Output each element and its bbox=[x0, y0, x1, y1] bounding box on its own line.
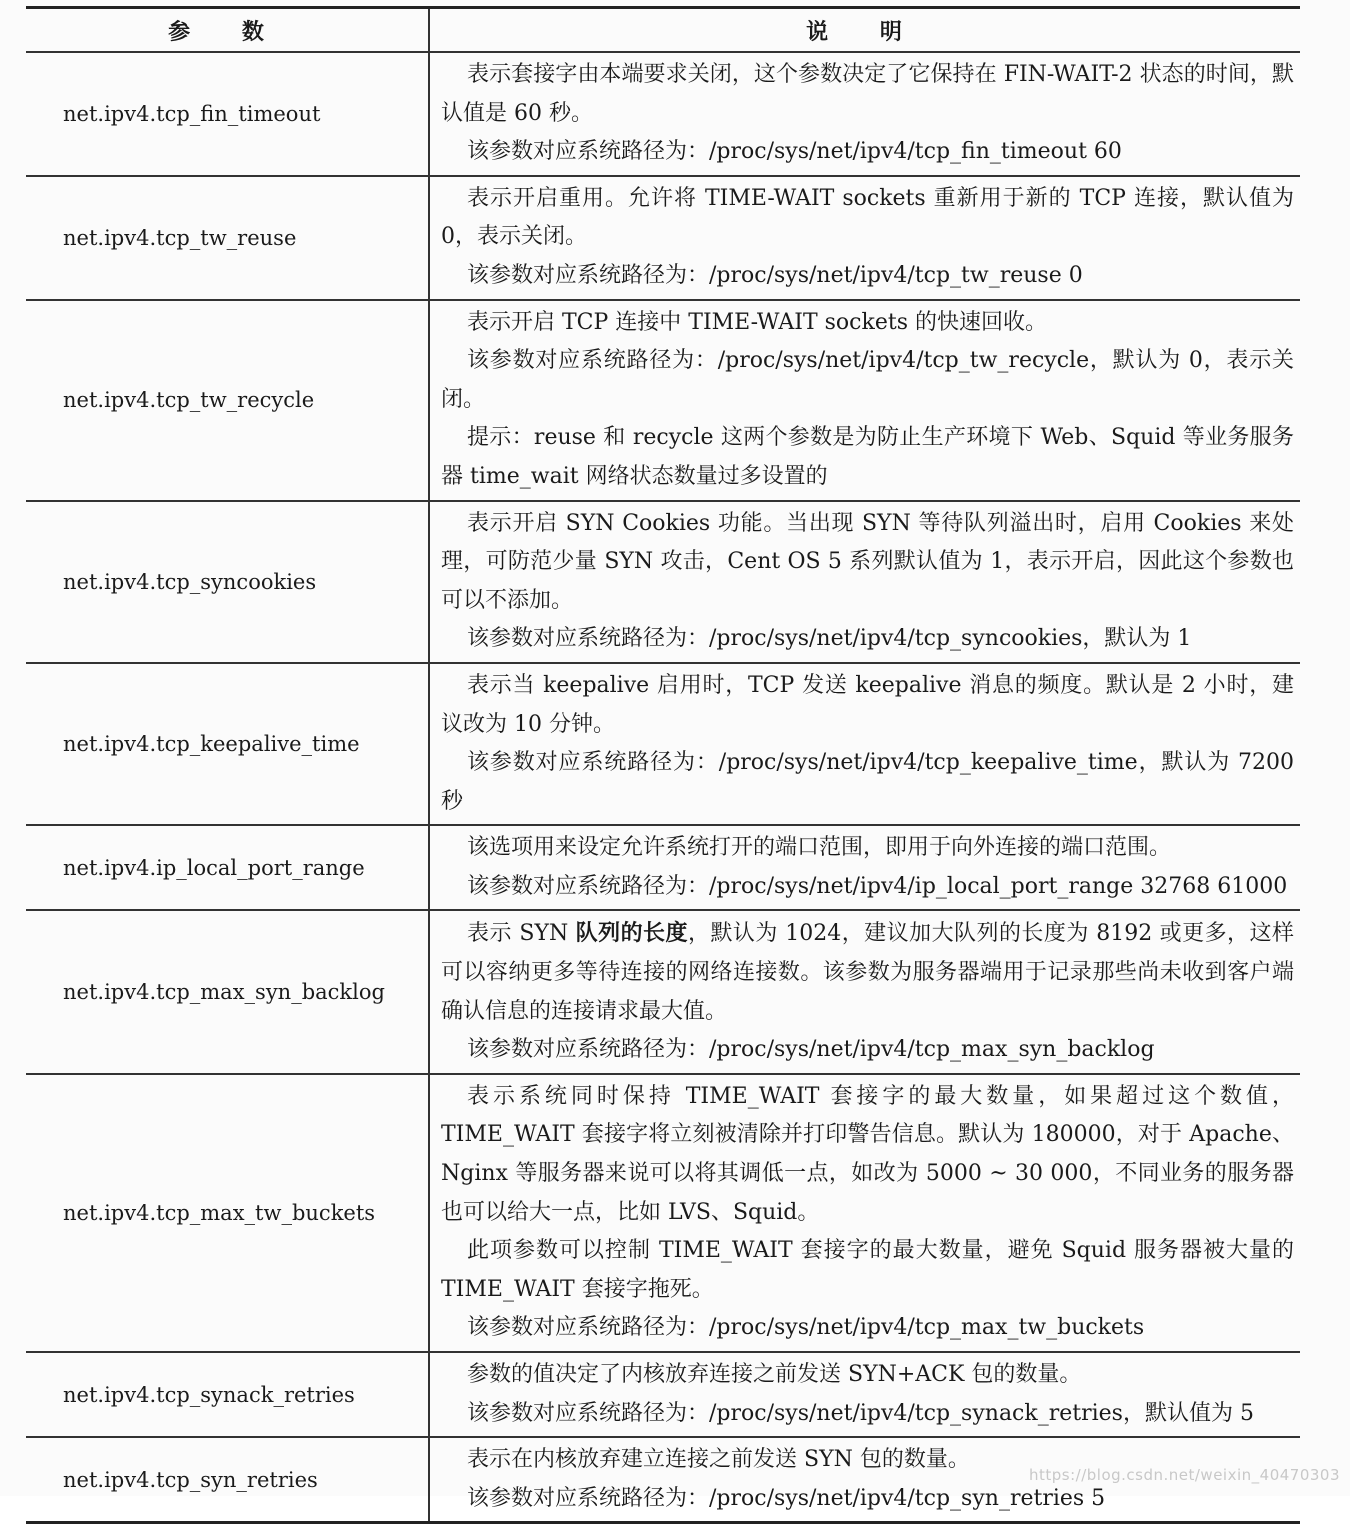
desc-paragraph: 此项参数可以控制 TIME_WAIT 套接字的最大数量，避免 Squid 服务器被大量的 TIME_WAIT 套接字拖死。 bbox=[441, 1238, 1294, 1302]
param-name: net.ipv4.tcp_tw_recycle bbox=[26, 300, 429, 501]
table-row bbox=[26, 52, 1300, 176]
table-row bbox=[26, 1074, 1300, 1352]
desc-paragraph: 表示开启重用。允许将 TIME-WAIT sockets 重新用于新的 TCP 连接，默认值为 0，表示关闭。 bbox=[441, 185, 1294, 250]
desc-path: 该参数对应系统路径为：/proc/sys/net/ipv4/ip_local_port_range 32768 61000 bbox=[467, 873, 1288, 899]
desc-path: 该参数对应系统路径为：/proc/sys/net/ipv4/tcp_fin_timeout 60 bbox=[467, 139, 1122, 165]
desc-paragraph: 表示系统同时保持 TIME_WAIT 套接字的最大数量，如果超过这个数值，TIME_WAIT 套接字将立刻被清除并打印警告信息。默认为 180000，对于 Apache、Nginx 等服务器来说可以将其调低一点，如改为 5000 ~ 30 000，不同业务的服务器也可以给大一点，比如 LVS、Squid。 bbox=[441, 1083, 1294, 1225]
param-description bbox=[429, 501, 1300, 663]
param-description bbox=[429, 52, 1300, 176]
param-name: net.ipv4.tcp_syn_retries bbox=[26, 1437, 429, 1523]
table-row bbox=[26, 910, 1300, 1073]
table-row bbox=[26, 1352, 1300, 1437]
desc-paragraph: 表示开启 SYN Cookies 功能。当出现 SYN 等待队列溢出时，启用 Cookies 来处理，可防范少量 SYN 攻击，Cent OS 5 系列默认值为 1，表示开启，因此这个参数也可以不添加。 bbox=[441, 510, 1294, 613]
param-description bbox=[429, 663, 1300, 825]
header-param: 参 数 bbox=[26, 8, 429, 53]
desc-path: 该参数对应系统路径为：/proc/sys/net/ipv4/tcp_max_tw_buckets bbox=[467, 1315, 1145, 1341]
desc-path: 该参数对应系统路径为：/proc/sys/net/ipv4/tcp_max_syn_backlog bbox=[467, 1037, 1155, 1063]
watermark-text: https://blog.csdn.net/weixin_40470303 bbox=[1028, 1466, 1340, 1484]
param-name: net.ipv4.tcp_tw_reuse bbox=[26, 176, 429, 300]
desc-path: 该参数对应系统路径为：/proc/sys/net/ipv4/tcp_syn_retries 5 bbox=[467, 1485, 1106, 1511]
desc-path: 该参数对应系统路径为：/proc/sys/net/ipv4/tcp_tw_recycle，默认为 0，表示关闭。 bbox=[441, 348, 1294, 412]
desc-text: ，默认为 1024，建议加大队列的长度为 8192 或更多，这样可以容纳更多等待连接的网络连接数。该参数为服务器端用于记录那些尚未收到客户端确认信息的连接请求最大值。 bbox=[441, 921, 1294, 1024]
param-name: net.ipv4.tcp_keepalive_time bbox=[26, 663, 429, 825]
param-description bbox=[429, 825, 1300, 910]
param-description bbox=[429, 176, 1300, 300]
desc-paragraph: 该选项用来设定允许系统打开的端口范围，即用于向外连接的端口范围。 bbox=[467, 835, 1172, 861]
parameter-table bbox=[26, 6, 1300, 1524]
desc-bold-text: 队列的长度 bbox=[575, 920, 688, 947]
param-description bbox=[429, 300, 1300, 501]
desc-path: 该参数对应系统路径为：/proc/sys/net/ipv4/tcp_syncookies，默认为 1 bbox=[467, 626, 1192, 652]
table-header-row bbox=[26, 8, 1300, 53]
desc-tip: 提示：reuse 和 recycle 这两个参数是为防止生产环境下 Web、Squid 等业务服务器 time_wait 网络状态数量过多设置的 bbox=[441, 425, 1294, 489]
table-row bbox=[26, 825, 1300, 910]
param-description bbox=[429, 910, 1300, 1073]
param-name: net.ipv4.tcp_max_syn_backlog bbox=[26, 910, 429, 1073]
desc-paragraph bbox=[441, 914, 1294, 1031]
param-name: net.ipv4.ip_local_port_range bbox=[26, 825, 429, 910]
desc-paragraph: 表示开启 TCP 连接中 TIME-WAIT sockets 的快速回收。 bbox=[467, 309, 1047, 335]
table-row bbox=[26, 176, 1300, 300]
desc-paragraph: 表示套接字由本端要求关闭，这个参数决定了它保持在 FIN-WAIT-2 状态的时间，默认值是 60 秒。 bbox=[441, 62, 1294, 126]
desc-path: 该参数对应系统路径为：/proc/sys/net/ipv4/tcp_keepalive_time，默认为 7200 秒 bbox=[441, 750, 1294, 814]
param-name: net.ipv4.tcp_syncookies bbox=[26, 501, 429, 663]
header-description: 说 明 bbox=[429, 8, 1300, 53]
param-description bbox=[429, 1074, 1300, 1352]
param-name: net.ipv4.tcp_synack_retries bbox=[26, 1352, 429, 1437]
desc-paragraph: 参数的值决定了内核放弃连接之前发送 SYN+ACK 包的数量。 bbox=[467, 1362, 1082, 1387]
desc-path: 该参数对应系统路径为：/proc/sys/net/ipv4/tcp_synack_retries，默认值为 5 bbox=[467, 1400, 1254, 1426]
param-name: net.ipv4.tcp_max_tw_buckets bbox=[26, 1074, 429, 1352]
desc-paragraph: 表示当 keepalive 启用时，TCP 发送 keepalive 消息的频度。默认是 2 小时，建议改为 10 分钟。 bbox=[441, 672, 1294, 737]
param-name: net.ipv4.tcp_fin_timeout bbox=[26, 52, 429, 176]
table-row bbox=[26, 300, 1300, 501]
desc-path: 该参数对应系统路径为：/proc/sys/net/ipv4/tcp_tw_reuse 0 bbox=[467, 262, 1083, 288]
desc-paragraph: 表示在内核放弃建立连接之前发送 SYN 包的数量。 bbox=[467, 1447, 970, 1473]
table-row bbox=[26, 663, 1300, 825]
table-row bbox=[26, 501, 1300, 663]
desc-text: 表示 SYN bbox=[467, 921, 576, 947]
param-description bbox=[429, 1352, 1300, 1437]
